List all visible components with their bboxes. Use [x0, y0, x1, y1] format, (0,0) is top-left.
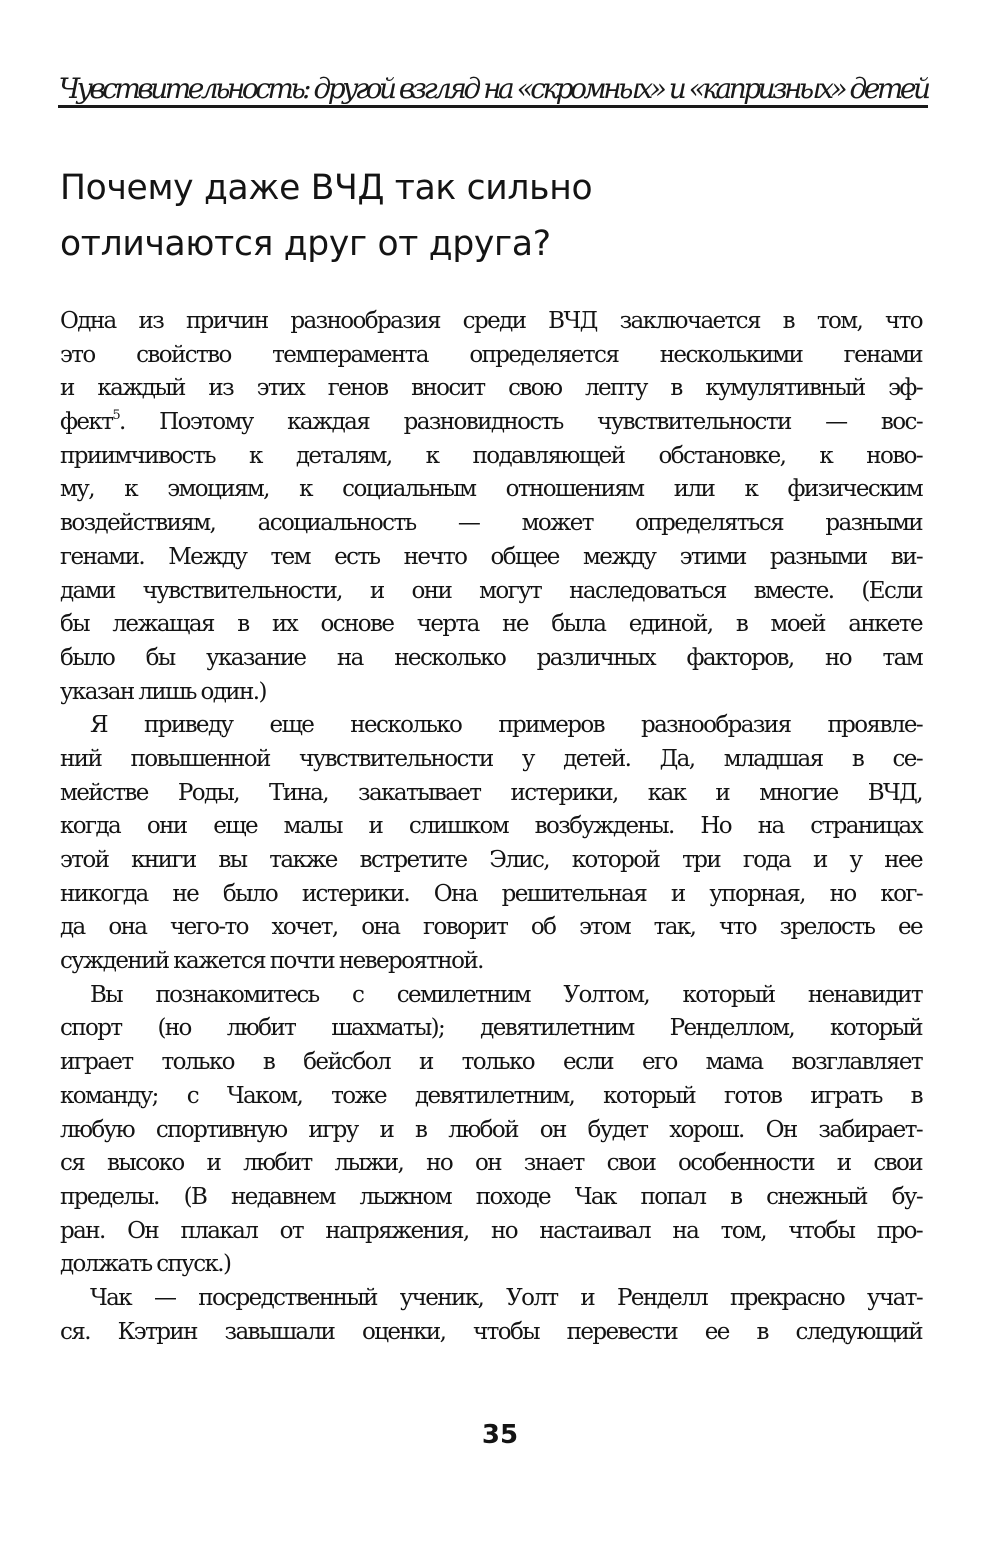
text-line: Чак — посредственный ученик, Уолт и Ренделл прекрасно учат-	[90, 1284, 922, 1311]
text-line: Одна из причин разнообразия среди ВЧД заключается в том, что	[60, 308, 922, 334]
footnote-reference: 5	[112, 408, 119, 424]
text-line: должать спуск.)	[60, 1251, 231, 1278]
paragraph-4	[60, 1282, 922, 1349]
text-line: ся. Кэтрин завышали оценки, чтобы перевести ее в следующий	[60, 1318, 922, 1345]
text-line: команду; с Чаком, тоже девятилетним, который готов играть в	[60, 1082, 922, 1109]
text-line: дами чувствительности, и они могут наследоваться вместе. (Если	[60, 577, 922, 604]
text-line: этой книги вы также встретите Элис, которой три года и у нее	[60, 847, 922, 873]
text-line: бы лежащая в их основе черта не была единой, в моей анкете	[60, 611, 922, 638]
text-line: было бы указание на несколько различных факторов, но там	[60, 644, 922, 671]
text-line: когда они еще малы и слишком возбуждены. Но на страницах	[60, 813, 922, 840]
section-title-line-1: Почему даже ВЧД так сильно	[60, 168, 593, 208]
text-line: ран. Он плакал от напряжения, но настаивал на том, чтобы про-	[60, 1217, 922, 1244]
text-line: воздействиям, асоциальность — может определяться разными	[60, 510, 922, 537]
text-line: ся высоко и любит лыжи, но он знает свои особенности и свои	[60, 1150, 922, 1177]
text-line: это свойство темперамента определяется несколькими генами	[60, 341, 922, 368]
running-header: Чувствительность: другой взгляд на «скромных» и «капризных» детей	[58, 72, 928, 105]
paragraph-1	[60, 305, 922, 709]
body-text	[60, 305, 922, 1349]
text-line: любую спортивную игру и в любой он будет хорош. Он забирает-	[60, 1116, 922, 1143]
section-title	[60, 160, 920, 272]
text-line: ний повышенной чувствительности у детей. Да, младшая в се-	[60, 745, 922, 772]
text-line: и каждый из этих генов вносит свою лепту в кумулятивный эф-	[60, 375, 922, 402]
text-line: да она чего-то хочет, она говорит об этом так, что зрелость ее	[60, 914, 922, 941]
text-fragment: фект	[60, 409, 113, 436]
text-fragment: . Поэтому каждая разновидность чувствительности — вос-	[119, 409, 922, 436]
text-line: мействе Роды, Тина, закатывает истерики, как и многие ВЧД,	[60, 779, 922, 806]
text-line: Вы познакомитесь с семилетним Уолтом, который ненавидит	[90, 981, 922, 1008]
page-number: 35	[481, 1420, 519, 1450]
text-line: спорт (но любит шахматы); девятилетним Ренделлом, который	[60, 1015, 922, 1042]
paragraph-3	[60, 979, 922, 1282]
text-line-with-footnote	[60, 406, 922, 440]
paragraph-2	[60, 709, 922, 979]
section-title-line-2: отличаются друг от друга?	[60, 224, 551, 264]
text-line: му, к эмоциям, к социальным отношениям или к физическим	[60, 476, 922, 503]
text-line: Я приведу еще несколько примеров разнообразия проявле-	[90, 712, 922, 739]
text-line: указан лишь один.)	[60, 678, 266, 705]
text-line: играет только в бейсбол и только если его мама возглавляет	[60, 1049, 922, 1076]
text-line: суждений кажется почти невероятной.	[60, 948, 483, 975]
text-line: генами. Между тем есть нечто общее между этими разными ви-	[60, 543, 922, 570]
text-line: пределы. (В недавнем лыжном походе Чак попал в снежный бу-	[60, 1183, 922, 1210]
text-line: приимчивость к деталям, к подавляющей обстановке, к ново-	[60, 442, 922, 469]
text-line: никогда не было истерики. Она решительная и упорная, но ког-	[60, 880, 922, 907]
header-rule	[58, 105, 928, 108]
